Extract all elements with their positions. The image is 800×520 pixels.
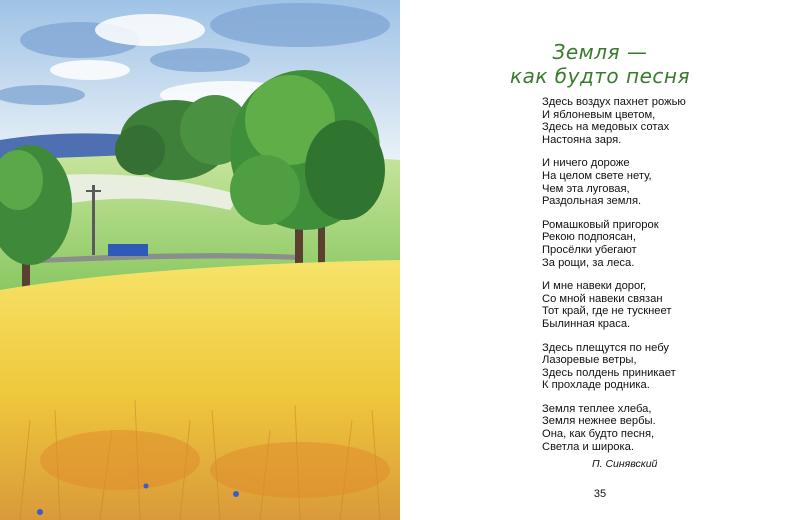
poem-line: Рекою подпоясан,: [542, 231, 636, 244]
poem-line: За рощи, за леса.: [542, 256, 635, 269]
poem-line: Со мной навеки связан: [542, 292, 663, 305]
stanza: [542, 280, 782, 330]
truck: [108, 244, 148, 256]
poem-author: П. Синявский: [592, 458, 658, 470]
stanza: [542, 157, 782, 207]
poem-line: Земля теплее хлеба,: [542, 402, 652, 415]
poem-line: Здесь воздух пахнет рожью: [542, 96, 686, 108]
poem-line: Здесь полдень приникает: [542, 366, 676, 379]
poem-title-line-2: как будто песня: [510, 64, 690, 88]
poem-line: И мне навеки дорог,: [542, 280, 647, 293]
page-number: 35: [593, 488, 607, 500]
stanza: [542, 342, 782, 392]
stanza: [542, 219, 782, 269]
power-pole: [92, 185, 95, 255]
poem-line: Здесь на медовых сотах: [542, 121, 670, 134]
stanza: [542, 403, 782, 453]
poem-line: К прохладе родника.: [542, 379, 650, 392]
poem-line: Настояна заря.: [542, 133, 622, 146]
poem-line: Лазоревые ветры,: [542, 354, 637, 367]
poem-line: Тот край, где не тускнеет: [542, 305, 672, 318]
stanza: [542, 96, 782, 146]
poem-line: Светла и широка.: [542, 440, 634, 453]
poem-line: Просёлки убегают: [542, 243, 637, 256]
poem-line: Земля нежнее вербы.: [542, 415, 656, 428]
poem-line: Ромашковый пригорок: [542, 218, 659, 231]
poem-line: Она, как будто песня,: [542, 428, 655, 441]
poem-line: И ничего дороже: [542, 157, 630, 170]
poem-line: Раздольная земля.: [542, 195, 642, 208]
poem-line: Здесь плещутся по небу: [542, 341, 669, 354]
poem-line: И яблоневым цветом,: [542, 108, 656, 121]
text-page: [400, 0, 800, 520]
poem-body: [542, 96, 782, 464]
poem-line: На целом свете нету,: [542, 169, 652, 182]
poem-line: Былинная краса.: [542, 317, 631, 330]
poem-line: Чем эта луговая,: [542, 182, 630, 195]
poem-title-line-1: Земля —: [552, 40, 648, 64]
